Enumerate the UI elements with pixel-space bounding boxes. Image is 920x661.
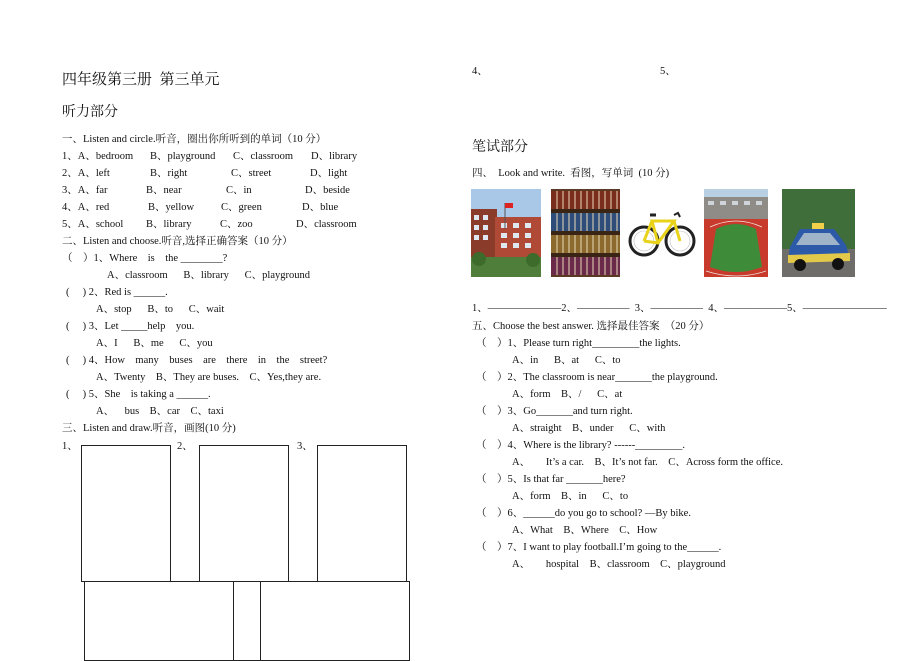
options: A、classroom B、library C、playground (107, 270, 310, 281)
option: C、classroom (233, 151, 294, 162)
drawing-box[interactable] (84, 581, 234, 661)
top-label-5: 5、 (660, 66, 676, 77)
section1-title: 一、Listen and circle.听音，圈出你所听到的单词（10 分） (62, 134, 327, 145)
bookshelf-library-icon (551, 189, 620, 277)
top-label-4: 4、 (472, 66, 488, 77)
question: （ ）3、Go_______and turn right. (476, 406, 633, 417)
page-title: 四年级第三册 第三单元 (62, 72, 220, 88)
option: D、beside (305, 185, 350, 196)
option: C、zoo (220, 219, 253, 230)
options: A、straight B、under C、with (512, 423, 666, 434)
drawing-box[interactable] (317, 445, 407, 582)
draw-label: 2、 (177, 441, 193, 452)
playground-track-icon (704, 189, 768, 277)
drawing-box[interactable] (199, 445, 289, 582)
section4-title: 四、 Look and write. 看图，写单词 (10 分) (472, 168, 670, 179)
section5-title: 五、Choose the best answer. 选择最佳答案 （20 分） (472, 321, 710, 332)
option: B、playground (150, 151, 216, 162)
question: ( ) 5、She is taking a ______. (66, 389, 211, 400)
question: （ ）7、I want to play football.I’m going to the______. (476, 542, 722, 553)
options: A、 hospital B、classroom C、playground (512, 559, 726, 570)
option: 1、A、bedroom (62, 151, 134, 162)
draw-label: 1、 (62, 441, 78, 452)
section3-title: 三、Listen and draw.听音，画图(10 分) (62, 423, 236, 434)
option: 2、A、left (62, 168, 110, 179)
question: （ ）4、Where is the library? ------_________. (476, 440, 686, 451)
question: （ ）5、Is that far _______here? (476, 474, 626, 485)
option: 3、A、far (62, 185, 108, 196)
question: （ ）6、______do you go to school? —By bike. (476, 508, 691, 519)
options: A、stop B、to C、wait (96, 304, 225, 315)
option: D、library (311, 151, 358, 162)
options: A、form B、/ C、at (512, 389, 623, 400)
question: （ ）2、The classroom is near_______the playground. (476, 372, 718, 383)
question: （ ）1、Please turn right_________the lights. (476, 338, 681, 349)
options: A、 bus B、car C、taxi (96, 406, 224, 417)
drawing-box[interactable] (233, 581, 261, 661)
option: B、near (146, 185, 182, 196)
option: C、green (221, 202, 262, 213)
writing-heading: 笔试部分 (472, 140, 528, 155)
option: B、right (150, 168, 188, 179)
option: C、in (226, 185, 252, 196)
option: C、street (231, 168, 272, 179)
options: A、 It’s a car. B、It’s not far. C、Across form the office. (512, 457, 784, 468)
bicycle-icon (628, 189, 696, 277)
options: A、Twenty B、They are buses. C、Yes,they are. (96, 372, 322, 383)
listening-heading: 听力部分 (62, 105, 118, 120)
drawing-box[interactable] (81, 445, 171, 582)
school-building-icon (471, 189, 541, 277)
option: D、classroom (296, 219, 357, 230)
drawing-box[interactable] (260, 581, 410, 661)
option: 5、A、school (62, 219, 124, 230)
options: A、form B、in C、to (512, 491, 629, 502)
draw-label: 3、 (297, 441, 313, 452)
option: 4、A、red (62, 202, 110, 213)
question: （ ）1、Where is the ________? (62, 253, 228, 264)
taxi-icon (782, 189, 855, 277)
question: ( ) 4、How many buses are there in the street? (66, 355, 328, 366)
options: A、in B、at C、to (512, 355, 621, 366)
option: D、light (310, 168, 348, 179)
option: D、blue (302, 202, 339, 213)
options: A、What B、Where C、How (512, 525, 658, 536)
question: ( ) 2、Red is ______. (66, 287, 168, 298)
options: A、I B、me C、you (96, 338, 213, 349)
question: ( ) 3、Let _____help you. (66, 321, 195, 332)
option: B、library (146, 219, 192, 230)
write-blanks[interactable]: 1、———————2、————— 3、————— 4、——————5、———————— (472, 303, 887, 314)
section2-title: 二、Listen and choose.听音,选择正确答案（10 分） (62, 236, 293, 247)
option: B、yellow (148, 202, 195, 213)
